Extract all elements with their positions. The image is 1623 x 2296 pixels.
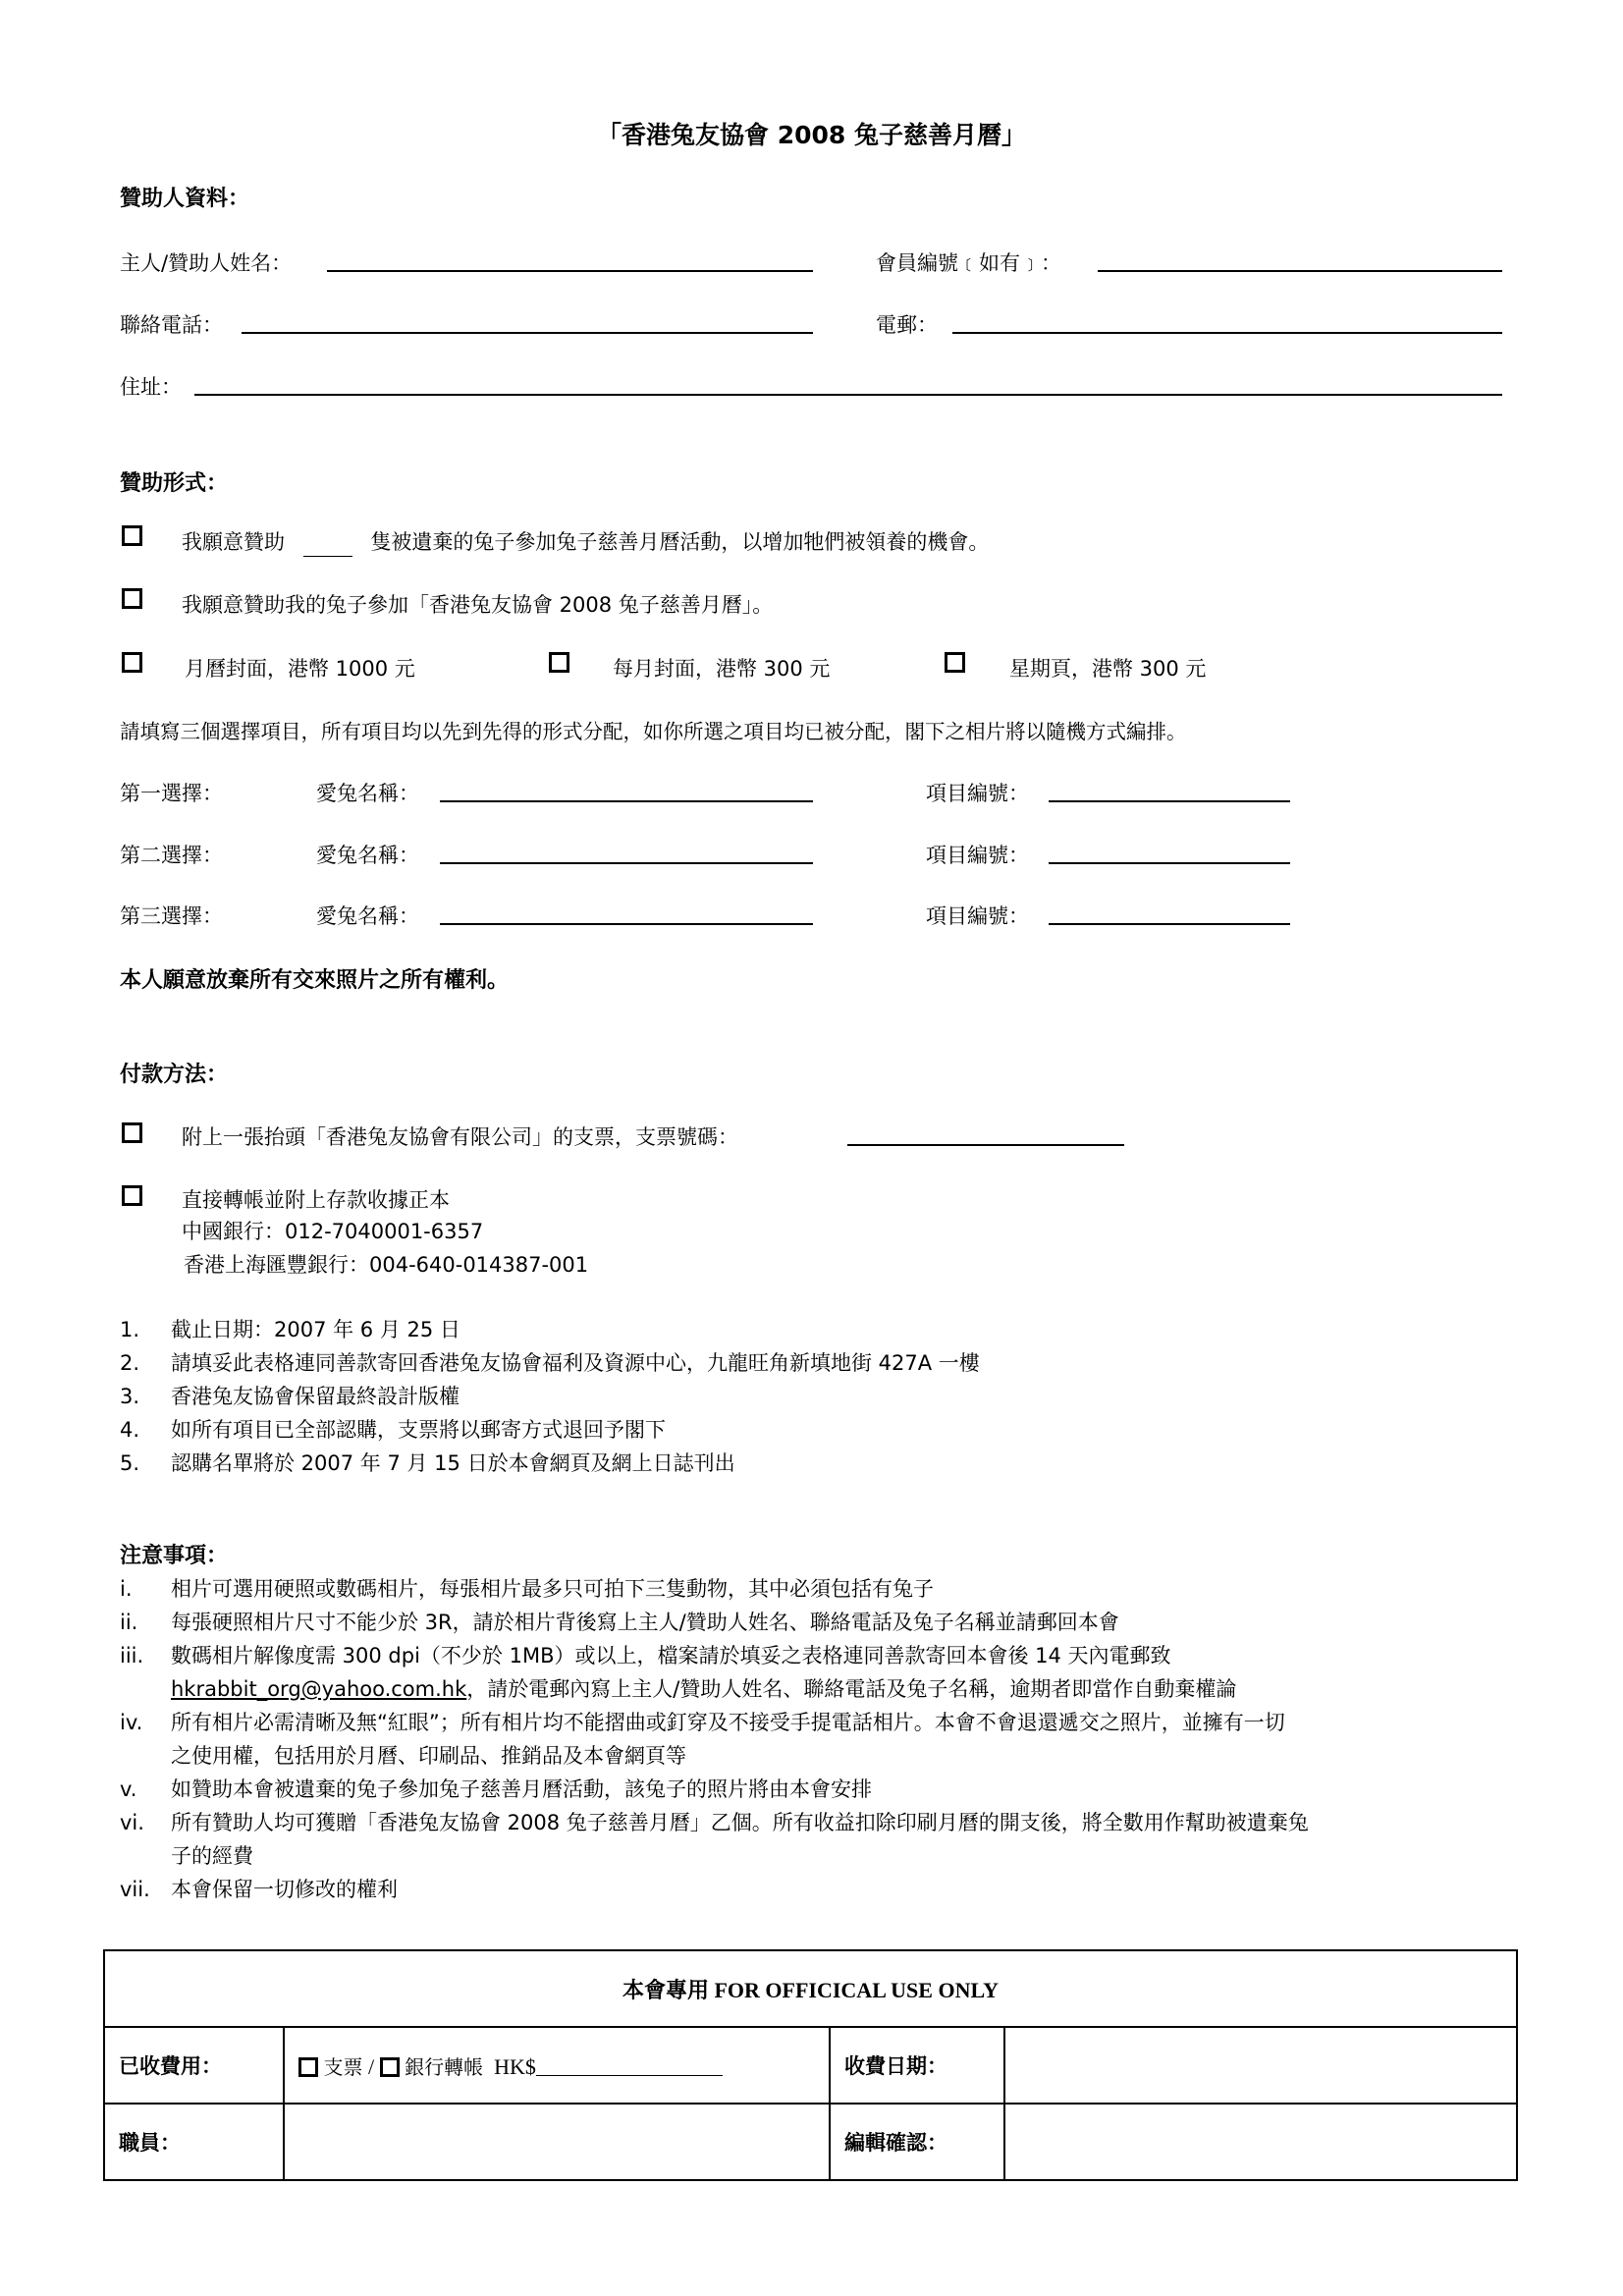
- note-item: vii. 本會保留一切修改的權利: [120, 1878, 398, 1901]
- option1-prefix: 我願意贊助: [182, 530, 285, 554]
- phone-label: 聯絡電話：: [120, 313, 223, 337]
- cover-calendar-checkbox[interactable]: [122, 652, 142, 673]
- choice3-item-no-field[interactable]: [1049, 923, 1290, 925]
- numbered-item: 2. 請填妥此表格連同善款寄回香港兔友協會福利及資源中心，九龍旺角新填地街 427A 一樓: [120, 1351, 980, 1375]
- note-item-continuation: 子的經費: [171, 1844, 253, 1868]
- instruction-text: 請填寫三個選擇項目，所有項目均以先到先得的形式分配，如你所選之項目均已被分配，閣下之相片將以隨機方式編排。: [120, 720, 1187, 743]
- note-item: iv. 所有相片必需清晰及無“紅眼”；所有相片均不能摺曲或釘穿及不接受手提電話相片。本會不會退還遞交之照片，並擁有一切: [120, 1711, 1285, 1734]
- note-item: vi. 所有贊助人均可獲贈「香港兔友協會 2008 兔子慈善月曆」乙個。所有收益扣除印刷月曆的開支後，將全數用作幫助被遺棄兔: [120, 1811, 1309, 1834]
- page-title: 「香港兔友協會 2008 兔子慈善月曆」: [597, 121, 1026, 149]
- option1-text: [182, 526, 989, 557]
- official-cheque-checkbox[interactable]: [298, 2057, 318, 2077]
- choice1-item-no-label: 項目編號：: [926, 782, 1029, 805]
- note-item: iii. 數碼相片解像度需 300 dpi（不少於 1MB）或以上，檔案請於填妥之表格連同善款寄回本會後 14 天內電郵致: [120, 1644, 1171, 1667]
- official-amount-field[interactable]: [536, 2075, 723, 2076]
- official-transfer-label: 銀行轉帳: [405, 2054, 484, 2079]
- fee-date-label: 收費日期：: [830, 2027, 1004, 2104]
- staff-cell[interactable]: [284, 2104, 830, 2180]
- choice3-pet-name-field[interactable]: [440, 923, 813, 925]
- cover-weekly-label: 星期頁，港幣 300 元: [1009, 657, 1207, 681]
- choice3-label: 第三選擇：: [120, 904, 223, 928]
- choice3-item-no-label: 項目編號：: [926, 904, 1029, 928]
- choice2-pet-name-label: 愛兔名稱：: [316, 844, 419, 867]
- address-field[interactable]: [194, 394, 1502, 396]
- option2-text: 我願意贊助我的兔子參加「香港兔友協會 2008 兔子慈善月曆」。: [182, 593, 774, 617]
- fee-date-cell[interactable]: [1004, 2027, 1517, 2104]
- editor-confirm-label: 編輯確認：: [830, 2104, 1004, 2180]
- member-no-label: 會員編號﹝如有﹞：: [876, 251, 1061, 275]
- official-hk-label: HK$: [494, 2053, 536, 2079]
- choice2-pet-name-field[interactable]: [440, 862, 813, 864]
- email-link[interactable]: hkrabbit_org@yahoo.com.hk: [171, 1677, 467, 1701]
- received-fee-label: 已收費用：: [104, 2027, 284, 2104]
- choice2-label: 第二選擇：: [120, 844, 223, 867]
- note-item-continuation: hkrabbit_org@yahoo.com.hk，請於電郵內寫上主人/贊助人姓名、聯絡電話及兔子名稱，逾期者即當作自動棄權論: [171, 1677, 1237, 1701]
- note-item-continuation: 之使用權，包括用於月曆、印刷品、推銷品及本會網頁等: [171, 1744, 686, 1768]
- staff-label: 職員：: [104, 2104, 284, 2180]
- choice1-pet-name-label: 愛兔名稱：: [316, 782, 419, 805]
- bank-hsbc: 香港上海匯豐銀行：004-640-014387-001: [184, 1253, 589, 1277]
- received-fee-cell: [284, 2027, 830, 2104]
- notes-heading: 注意事項：: [120, 1544, 229, 1568]
- cheque-text: 附上一張抬頭「香港兔友協會有限公司」的支票，支票號碼：: [182, 1125, 738, 1149]
- choice3-pet-name-label: 愛兔名稱：: [316, 904, 419, 928]
- owner-name-field[interactable]: [327, 270, 813, 272]
- note-item: v. 如贊助本會被遺棄的兔子參加兔子慈善月曆活動，該兔子的照片將由本會安排: [120, 1777, 872, 1801]
- official-use-header: 本會專用 FOR OFFICICAL USE ONLY: [104, 1950, 1517, 2027]
- sponsor-info-heading: 贊助人資料：: [120, 187, 250, 211]
- official-slash: /: [368, 2053, 375, 2079]
- official-use-table: [103, 1949, 1518, 2181]
- transfer-text: 直接轉帳並附上存款收據正本: [182, 1188, 450, 1212]
- numbered-item: 4. 如所有項目已全部認購，支票將以郵寄方式退回予閣下: [120, 1418, 666, 1442]
- note-item: i. 相片可選用硬照或數碼相片，每張相片最多只可拍下三隻動物，其中必須包括有兔子: [120, 1577, 934, 1601]
- sponsor-form-heading: 贊助形式：: [120, 471, 229, 496]
- choice1-item-no-field[interactable]: [1049, 800, 1290, 802]
- cover-calendar-label: 月曆封面，港幣 1000 元: [185, 657, 415, 681]
- payment-heading: 付款方法：: [120, 1063, 229, 1087]
- option1-suffix: 隻被遺棄的兔子參加兔子慈善月曆活動，以增加牠們被領養的機會。: [370, 530, 990, 554]
- choice2-item-no-field[interactable]: [1049, 862, 1290, 864]
- bank-boc: 中國銀行：012-7040001-6357: [182, 1220, 484, 1243]
- cheque-number-field[interactable]: [847, 1144, 1124, 1146]
- cover-weekly-checkbox[interactable]: [945, 652, 965, 673]
- email-field[interactable]: [952, 332, 1502, 334]
- official-cheque-label: 支票: [323, 2054, 363, 2079]
- editor-confirm-cell[interactable]: [1004, 2104, 1517, 2180]
- option1-checkbox[interactable]: [122, 525, 142, 546]
- member-no-field[interactable]: [1098, 270, 1502, 272]
- note-item: ii. 每張硬照相片尺寸不能少於 3R，請於相片背後寫上主人/贊助人姓名、聯絡電話及兔子名稱並請郵回本會: [120, 1611, 1119, 1634]
- address-label: 住址：: [120, 375, 182, 399]
- cover-monthly-checkbox[interactable]: [549, 652, 569, 673]
- choice1-pet-name-field[interactable]: [440, 800, 813, 802]
- option2-checkbox[interactable]: [122, 588, 142, 609]
- transfer-checkbox[interactable]: [122, 1185, 142, 1206]
- numbered-item: 5. 認購名單將於 2007 年 7 月 15 日於本會網頁及網上日誌刊出: [120, 1451, 735, 1475]
- numbered-item: 1. 截止日期：2007 年 6 月 25 日: [120, 1318, 460, 1341]
- cheque-checkbox[interactable]: [122, 1122, 142, 1143]
- cover-monthly-label: 每月封面，港幣 300 元: [613, 657, 831, 681]
- email-label: 電郵：: [876, 313, 938, 337]
- option1-quantity-field[interactable]: [303, 532, 352, 557]
- official-transfer-checkbox[interactable]: [380, 2057, 400, 2077]
- waiver-statement: 本人願意放棄所有交來照片之所有權利。: [120, 968, 510, 993]
- numbered-item: 3. 香港兔友協會保留最終設計版權: [120, 1385, 460, 1408]
- owner-name-label: 主人/贊助人姓名：: [120, 251, 293, 275]
- choice2-item-no-label: 項目編號：: [926, 844, 1029, 867]
- choice1-label: 第一選擇：: [120, 782, 223, 805]
- phone-field[interactable]: [242, 332, 813, 334]
